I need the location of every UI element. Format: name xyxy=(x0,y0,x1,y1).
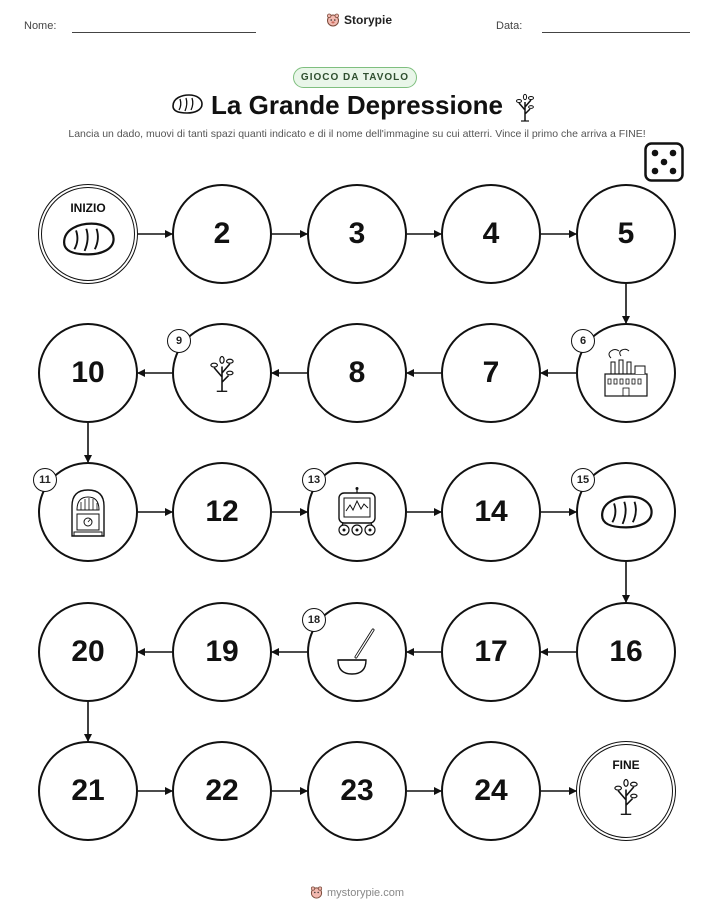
date-label: Data: xyxy=(496,20,523,32)
stock-ticker-icon xyxy=(333,486,381,543)
space-number: 20 xyxy=(71,635,105,668)
board-space-12[interactable] xyxy=(172,462,272,562)
start-label: INIZIO xyxy=(70,201,106,215)
game-type-badge: GIOCO DA TAVOLO xyxy=(293,67,417,88)
board-space-21[interactable] xyxy=(38,741,138,841)
radio-icon xyxy=(68,486,108,543)
space-number: 3 xyxy=(348,217,366,250)
space-number: 23 xyxy=(340,774,374,807)
start-space[interactable] xyxy=(38,184,138,284)
space-number: 22 xyxy=(205,774,239,807)
footer-url: mystorypie.com xyxy=(326,886,405,899)
space-number-tag: 18 xyxy=(302,608,326,632)
space-number: 21 xyxy=(71,774,105,807)
space-number-tag: 13 xyxy=(302,468,326,492)
board-space-14[interactable] xyxy=(441,462,541,562)
board-space-3[interactable] xyxy=(307,184,407,284)
board-space-20[interactable] xyxy=(38,602,138,702)
board-space-5[interactable] xyxy=(576,184,676,284)
ladle-icon xyxy=(332,626,382,683)
board-space-4[interactable] xyxy=(441,184,541,284)
factory-icon xyxy=(599,348,653,403)
finish-space[interactable] xyxy=(576,741,676,841)
tree-icon xyxy=(205,350,239,401)
board-space-23[interactable] xyxy=(307,741,407,841)
bread-icon xyxy=(59,220,117,263)
space-number-tag: 11 xyxy=(33,468,57,492)
board-space-19[interactable] xyxy=(172,602,272,702)
bread-icon xyxy=(597,493,655,536)
space-number-tag: 9 xyxy=(167,329,191,353)
space-number: 4 xyxy=(482,217,500,250)
board-space-22[interactable] xyxy=(172,741,272,841)
board-space-2[interactable] xyxy=(172,184,272,284)
space-number: 8 xyxy=(348,356,366,389)
space-number: 2 xyxy=(213,217,231,250)
space-number: 16 xyxy=(609,635,643,668)
page-title: La Grande Depressione xyxy=(211,90,503,120)
finish-label: FINE xyxy=(612,758,640,772)
space-number: 5 xyxy=(617,217,635,250)
board-space-7[interactable] xyxy=(441,323,541,423)
board-space-16[interactable] xyxy=(576,602,676,702)
board-space-17[interactable] xyxy=(441,602,541,702)
space-number: 10 xyxy=(71,356,105,389)
board-space-8[interactable] xyxy=(307,323,407,423)
space-number: 7 xyxy=(482,356,500,389)
space-number-tag: 6 xyxy=(571,329,595,353)
space-number: 17 xyxy=(474,635,508,668)
space-number: 12 xyxy=(205,495,239,528)
brand-name: Storypie xyxy=(344,13,393,27)
tree-icon xyxy=(609,773,643,824)
instructions-text: Lancia un dado, muovi di tanti spazi quanti indicato e di il nome dell'immagine su cui atterri. Vince il primo che arriva a FINE! xyxy=(68,128,646,140)
board-space-24[interactable] xyxy=(441,741,541,841)
space-number: 14 xyxy=(474,495,508,528)
space-number: 24 xyxy=(474,774,508,807)
footer xyxy=(0,886,714,899)
space-number-tag: 15 xyxy=(571,468,595,492)
name-label: Nome: xyxy=(24,20,57,32)
storypie-mascot-icon xyxy=(310,886,323,899)
space-number: 19 xyxy=(205,635,239,668)
board-space-10[interactable] xyxy=(38,323,138,423)
